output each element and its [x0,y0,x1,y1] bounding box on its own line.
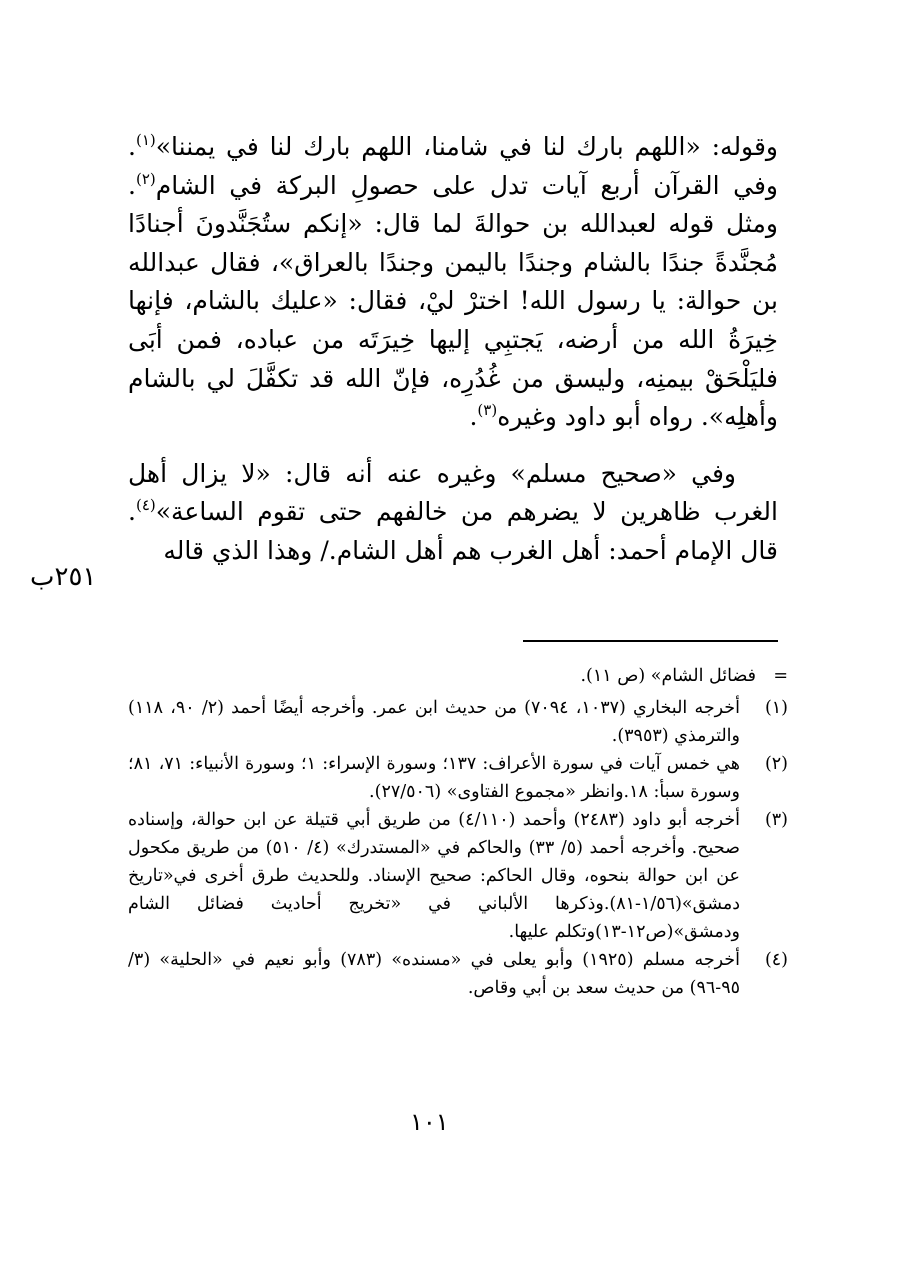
page-number: ١٠١ [410,1108,449,1136]
paragraph-text: . [469,402,478,432]
main-text [128,128,778,571]
footnote-text: أخرجه أبو داود (٢٤٨٣) وأحمد (٤/١١٠) من طريق أبي قتيلة عن ابن حوالة، وإسناده صحيح. وأخرجه أحمد (٥/ ٣٣) والحاكم في «المستدرك» (٤/ ٥١٠) من طريق مكحول عن ابن حوالة بنحوه، وقال الحاكم: صحيح الإسناد. وللحديث طرق أخرى في«تاريخ دمشق»(١/٥٦-٨١).وذكرها الألباني في «تخريج أحاديث فضائل الشام ودمشق»(ص١٢-١٣)وتكلم عليها. [128,810,740,942]
footnote-number: (١) [764,698,788,718]
continuation-mark: = [773,666,788,686]
footnote-number: (٢) [764,754,788,774]
manuscript-folio-note: ٢٥١ب [30,562,97,592]
footnote-number: (٤) [764,950,788,970]
paragraph-text: . وفي القرآن أربع آيات تدل على حصولِ البركة في الشام [128,132,778,200]
footnotes [128,694,788,1002]
paragraph-text: . قال الإمام أحمد: أهل الغرب هم أهل الشام./ وهذا الذي قاله [128,497,778,565]
footnote-continuation [128,662,788,690]
footnote-number: (٣) [764,810,788,830]
footnote-ref-2[interactable]: (٢) [135,169,156,188]
paragraph-text: وقوله: «اللهم بارك لنا في شامنا، اللهم بارك لنا في يمننا» [155,132,778,161]
paragraph-2 [128,455,778,571]
footnote-text: أخرجه البخاري (١٠٣٧، ٧٠٩٤) من حديث ابن عمر. وأخرجه أيضًا أحمد (٢/ ٩٠، ١١٨) والترمذي (٣٩٥٣). [128,698,740,746]
paragraph-1 [128,128,778,437]
footnote-ref-1[interactable]: (١) [135,131,156,149]
footnote-1 [128,694,788,750]
footnote-text: هي خمس آيات في سورة الأعراف: ١٣٧؛ وسورة الإسراء: ١؛ وسورة الأنبياء: ٧١، ٨١؛ وسورة سبأ: ١٨.وانظر «مجموع الفتاوى» (٢٧/٥٠٦). [128,754,740,802]
paragraph-text: وفي «صحيح مسلم» وغيره عنه أنه قال: «لا يزال أهل الغرب ظاهرين لا يضرهم من خالفهم حتى تقوم الساعة» [128,458,778,527]
footnote-ref-4[interactable]: (٤) [135,496,156,515]
footnote-2 [128,750,788,806]
footnote-3 [128,806,788,946]
continuation-text: فضائل الشام» (ص ١١). [580,666,756,686]
footnote-divider [523,640,778,642]
footnote-text: أخرجه مسلم (١٩٢٥) وأبو يعلى في «مسنده» (٧٨٣) وأبو نعيم في «الحلية» (٣/ ٩٥-٩٦) من حديث سعد بن أبي وقاص. [128,950,740,998]
footnote-ref-3[interactable]: (٣) [477,401,498,420]
paragraph-text: . ومثل قوله لعبدالله بن حوالةَ لما قال: «إنكم ستُجَنَّدونَ أجنادًا مُجنَّدةً جندًا بالشام وجندًا باليمن وجندًا بالعراق»، فقال عبدالله بن حوالة: يا رسول الله! اخترْ ليْ، فقال: «عليك بالشام، فإنها خِيرَةُ الله من أرضه، يَجتبِي إليها خِيرَتَه من عباده، فمن أبَى فليَلْحَقْ بيمنِه، وليسق من غُدُرِه، فإنّ الله قد تكفَّلَ لي بالشام وأهلِه». رواه أبو داود وغيره [128,170,778,432]
footnote-4 [128,946,788,1002]
